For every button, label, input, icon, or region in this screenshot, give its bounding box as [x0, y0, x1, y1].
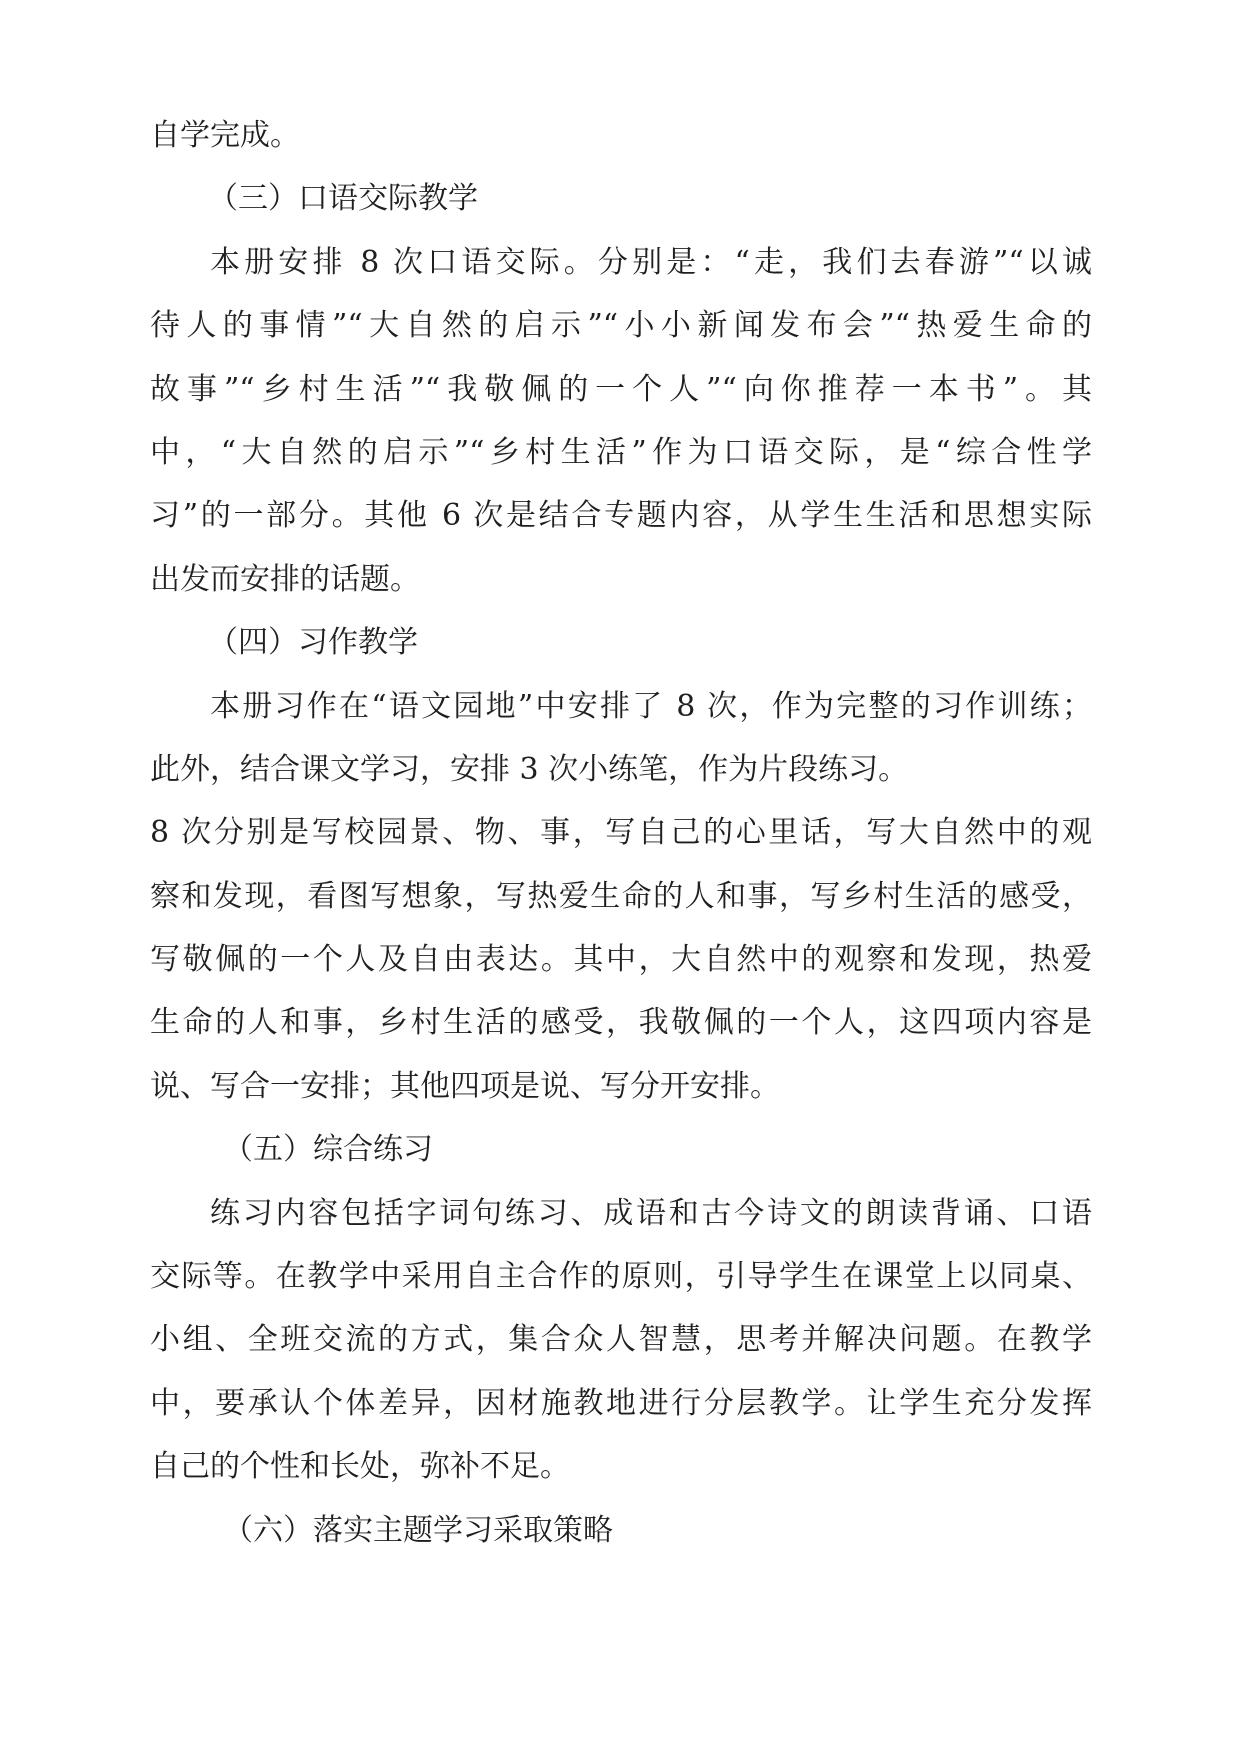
paragraph-line: 故事”“乡村生活”“我敬佩的一个人”“向你推荐一本书”。其 [150, 371, 1092, 407]
paragraph-line: 出发而安排的话题。 [150, 561, 420, 597]
paragraph-line: 中，“大自然的启示”“乡村生活”作为口语交际，是“综合性学 [150, 434, 1092, 470]
paragraph-line: 交际等。在教学中采用自主合作的原则，引导学生在课堂上以同桌、 [150, 1259, 1092, 1295]
paragraph-line: 中，要承认个体差异，因材施教地进行分层教学。让学生充分发挥 [150, 1385, 1092, 1421]
paragraph-line: 本册习作在“语文园地”中安排了 8 次，作为完整的习作训练； [210, 688, 1092, 724]
paragraph-line: 自己的个性和长处，弥补不足。 [150, 1449, 570, 1485]
paragraph-line: 写敬佩的一个人及自由表达。其中，大自然中的观察和发现，热爱 [150, 942, 1092, 978]
paragraph-line: 本册安排 8 次口语交际。分别是：“走，我们去春游”“以诚 [210, 244, 1092, 280]
paragraph-line: 待人的事情”“大自然的启示”“小小新闻发布会”“热爱生命的 [150, 308, 1092, 344]
paragraph-line: 生命的人和事，乡村生活的感受，我敬佩的一个人，这四项内容是 [150, 1005, 1092, 1041]
paragraph-line: 习”的一部分。其他 6 次是结合专题内容，从学生生活和思想实际 [150, 498, 1092, 534]
section-heading: （三）口语交际教学 [208, 181, 478, 217]
paragraph-line: 8 次分别是写校园景、物、事，写自己的心里话，写大自然中的观 [150, 815, 1092, 851]
section-heading: （五）综合练习 [223, 1132, 433, 1168]
paragraph-line: 说、写合一安排；其他四项是说、写分开安排。 [150, 1068, 780, 1104]
section-heading: （六）落实主题学习采取策略 [223, 1512, 613, 1548]
paragraph-line: 此外，结合课文学习，安排 3 次小练笔，作为片段练习。 [150, 751, 909, 787]
paragraph-line: 练习内容包括字词句练习、成语和古今诗文的朗读背诵、口语 [210, 1195, 1092, 1231]
paragraph-line: 小组、全班交流的方式，集合众人智慧，思考并解决问题。在教学 [150, 1322, 1092, 1358]
section-heading: （四）习作教学 [208, 625, 418, 661]
paragraph-line: 自学完成。 [150, 118, 300, 153]
document-body [150, 104, 1092, 1562]
paragraph-line: 察和发现，看图写想象，写热爱生命的人和事，写乡村生活的感受， [150, 878, 1092, 914]
